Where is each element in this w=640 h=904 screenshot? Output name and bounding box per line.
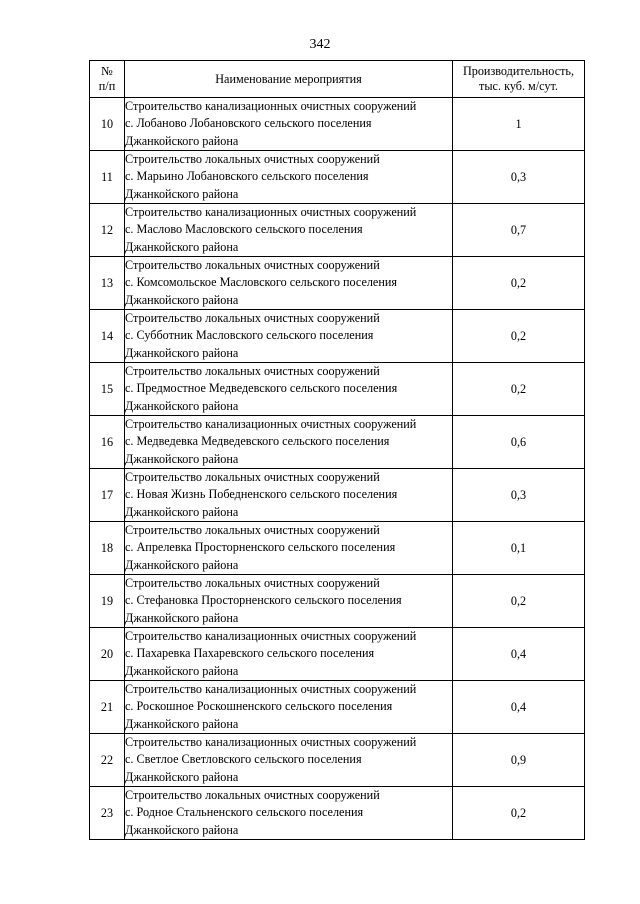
measure-name-line: Строительство локальных очистных сооружений	[125, 258, 380, 273]
table-row	[90, 363, 585, 416]
measure-name	[125, 469, 453, 522]
row-number: 22	[90, 734, 125, 787]
row-number: 23	[90, 787, 125, 840]
measure-name-line: с. Марьино Лобановского сельского поселения	[125, 169, 369, 184]
table-row	[90, 522, 585, 575]
measure-name-line: Джанкойского района	[125, 769, 239, 784]
row-number: 17	[90, 469, 125, 522]
measure-name-line: Джанкойского района	[125, 345, 239, 360]
capacity-value: 0,2	[453, 363, 585, 416]
table-row	[90, 681, 585, 734]
measure-name-line: Джанкойского района	[125, 451, 239, 466]
measure-name-line: Строительство локальных очистных сооружений	[125, 788, 380, 803]
row-number: 12	[90, 204, 125, 257]
header-num	[90, 61, 125, 98]
header-name: Наименование мероприятия	[125, 61, 453, 98]
measure-name-line: с. Субботник Масловского сельского поселения	[125, 328, 374, 343]
row-number: 14	[90, 310, 125, 363]
table-row	[90, 257, 585, 310]
measure-name	[125, 257, 453, 310]
measure-name-line: с. Медведевка Медведевского сельского поселения	[125, 434, 390, 449]
row-number: 18	[90, 522, 125, 575]
measure-name-line: с. Маслово Масловского сельского поселения	[125, 222, 363, 237]
measure-name-line: Строительство локальных очистных сооружений	[125, 311, 380, 326]
table-row	[90, 416, 585, 469]
header-num-line: №	[101, 64, 113, 78]
measure-name-line: Строительство канализационных очистных сооружений	[125, 417, 417, 432]
row-number: 11	[90, 151, 125, 204]
capacity-value: 0,2	[453, 575, 585, 628]
row-number: 16	[90, 416, 125, 469]
measure-name	[125, 151, 453, 204]
capacity-value: 0,4	[453, 628, 585, 681]
table-row	[90, 734, 585, 787]
capacity-value: 0,3	[453, 469, 585, 522]
capacity-value: 0,2	[453, 310, 585, 363]
measure-name-line: Джанкойского района	[125, 557, 239, 572]
table-row	[90, 310, 585, 363]
measure-name-line: Строительство канализационных очистных сооружений	[125, 682, 417, 697]
measure-name-line: Джанкойского района	[125, 398, 239, 413]
row-number: 21	[90, 681, 125, 734]
capacity-value: 0,2	[453, 787, 585, 840]
measure-name	[125, 681, 453, 734]
measure-name-line: Джанкойского района	[125, 504, 239, 519]
measure-name-line: Строительство канализационных очистных сооружений	[125, 99, 417, 114]
capacity-value: 0,7	[453, 204, 585, 257]
measure-name	[125, 310, 453, 363]
measure-name	[125, 98, 453, 151]
measure-name-line: Джанкойского района	[125, 239, 239, 254]
table-row	[90, 787, 585, 840]
measure-name-line: Строительство локальных очистных сооружений	[125, 523, 380, 538]
measure-name-line: с. Лобаново Лобановского сельского поселения	[125, 116, 372, 131]
capacity-value: 1	[453, 98, 585, 151]
measure-name-line: Джанкойского района	[125, 610, 239, 625]
measure-name	[125, 734, 453, 787]
measure-name	[125, 575, 453, 628]
measure-name-line: Джанкойского района	[125, 186, 239, 201]
row-number: 19	[90, 575, 125, 628]
measures-table	[89, 60, 585, 840]
measure-name-line: с. Комсомольское Масловского сельского поселения	[125, 275, 397, 290]
measure-name-line: Строительство канализационных очистных сооружений	[125, 735, 417, 750]
table-row	[90, 151, 585, 204]
table-row	[90, 628, 585, 681]
measure-name-line: Строительство канализационных очистных сооружений	[125, 205, 417, 220]
row-number: 15	[90, 363, 125, 416]
page-number: 342	[309, 37, 331, 52]
measure-name	[125, 363, 453, 416]
table-row	[90, 204, 585, 257]
table-row	[90, 469, 585, 522]
measure-name	[125, 416, 453, 469]
measure-name	[125, 204, 453, 257]
header-value-line: Производительность,	[462, 64, 575, 78]
header-value-line: тыс. куб. м/сут.	[479, 79, 558, 93]
measure-name	[125, 628, 453, 681]
measure-name-line: с. Роскошное Роскошненского сельского поселения	[125, 699, 393, 714]
measure-name-line: Строительство канализационных очистных сооружений	[125, 629, 417, 644]
capacity-value: 0,3	[453, 151, 585, 204]
measure-name-line: Строительство локальных очистных сооружений	[125, 364, 380, 379]
capacity-value: 0,9	[453, 734, 585, 787]
measure-name-line: Строительство локальных очистных сооружений	[125, 152, 380, 167]
table-row	[90, 98, 585, 151]
measure-name-line: Строительство локальных очистных сооружений	[125, 470, 380, 485]
row-number: 10	[90, 98, 125, 151]
measure-name	[125, 787, 453, 840]
table-header-row	[90, 61, 585, 98]
measure-name-line: с. Светлое Светловского сельского поселения	[125, 752, 362, 767]
measure-name-line: Джанкойского района	[125, 822, 239, 837]
capacity-value: 0,6	[453, 416, 585, 469]
header-num-line: п/п	[98, 79, 116, 93]
measure-name-line: с. Предмостное Медведевского сельского поселения	[125, 381, 398, 396]
row-number: 20	[90, 628, 125, 681]
measure-name-line: Джанкойского района	[125, 133, 239, 148]
measure-name-line: с. Родное Стальненского сельского поселения	[125, 805, 364, 820]
table-row	[90, 575, 585, 628]
row-number: 13	[90, 257, 125, 310]
measure-name-line: Джанкойского района	[125, 716, 239, 731]
measure-name-line: Строительство локальных очистных сооружений	[125, 576, 380, 591]
measure-name-line: с. Пахаревка Пахаревского сельского поселения	[125, 646, 375, 661]
measure-name-line: с. Новая Жизнь Победненского сельского поселения	[125, 487, 398, 502]
capacity-value: 0,4	[453, 681, 585, 734]
measure-name-line: с. Стефановка Просторненского сельского поселения	[125, 593, 402, 608]
header-value	[453, 61, 585, 98]
measure-name-line: Джанкойского района	[125, 663, 239, 678]
measure-name-line: с. Апрелевка Просторненского сельского поселения	[125, 540, 396, 555]
measure-name	[125, 522, 453, 575]
capacity-value: 0,1	[453, 522, 585, 575]
measure-name-line: Джанкойского района	[125, 292, 239, 307]
table-body	[90, 98, 585, 840]
capacity-value: 0,2	[453, 257, 585, 310]
